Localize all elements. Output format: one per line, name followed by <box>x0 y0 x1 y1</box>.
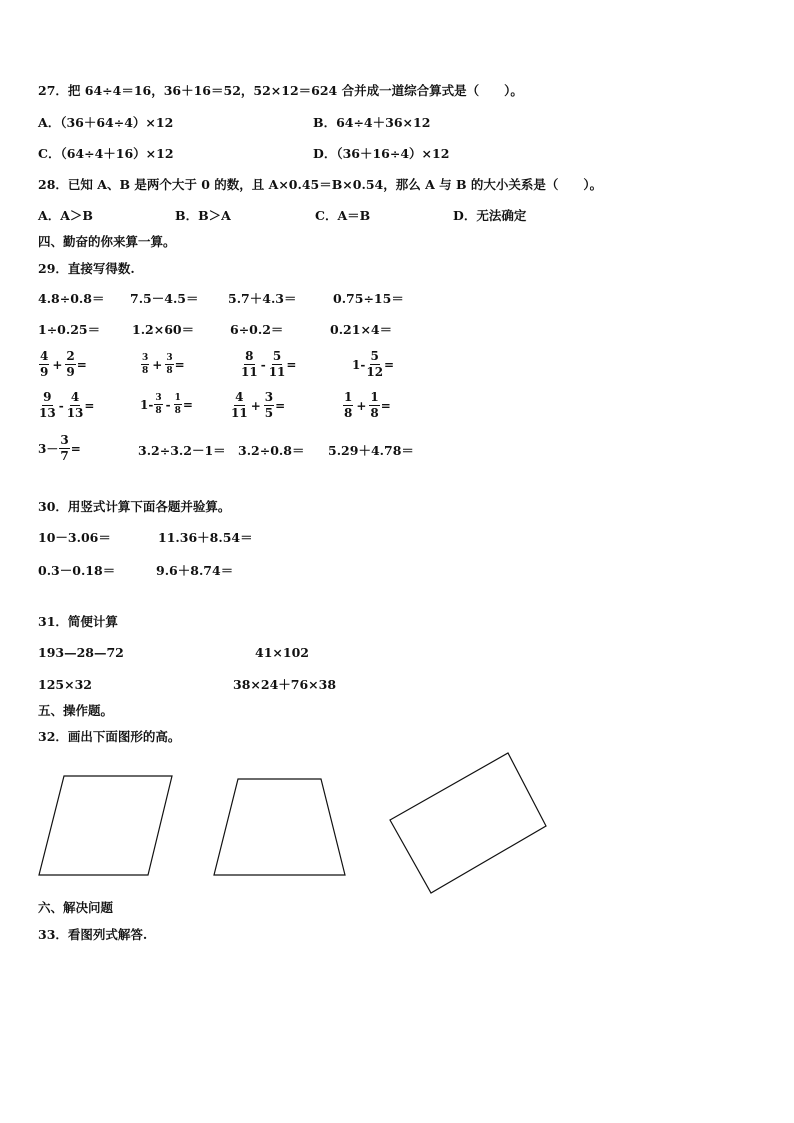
q27-option-c: C．（64÷4＋16）×12 <box>38 146 174 161</box>
q29-item: 5.7＋4.3＝ <box>228 291 297 306</box>
q29-item: 6÷0.2＝ <box>230 322 284 337</box>
q29-fraction-item: 9 13 - $\frac{4}{13}$ = <box>39 390 95 420</box>
q29-fraction-item: 1- 3 8 - $\frac{1}{8}$ = <box>140 393 193 416</box>
q29-item: 0.21×4＝ <box>330 322 393 337</box>
q31-item: 38×24＋76×38 <box>233 677 337 692</box>
q33-stem: 33．看图列式解答. <box>38 927 148 942</box>
q28-option-b: B．B＞A <box>175 208 231 223</box>
q30-item: 10－3.06＝ <box>38 530 111 545</box>
q29-fraction-item: 8 11 - $\frac{5}{11}$ = <box>241 349 297 379</box>
q29-fraction-item: 3 8 + $\frac{3}{8}$ = <box>142 353 185 376</box>
q29-fraction-item: 1 8 + $\frac{1}{8}$ = <box>344 390 391 420</box>
q29-fraction-item: 4 11 + $\frac{3}{5}$ = <box>231 390 286 420</box>
q27-stem: 27．把 64÷4＝16，36＋16＝52，52×12＝624 合并成一道综合算式是（ ）。 <box>38 83 523 98</box>
q28-option-c: C．A＝B <box>315 208 371 223</box>
q31-item: 193—28—72 <box>38 645 124 660</box>
q29-item: 1.2×60＝ <box>132 322 195 337</box>
q27-option-d: D．（36＋16÷4）×12 <box>313 146 450 161</box>
q29-item: 3.2÷0.8＝ <box>238 443 305 458</box>
q29-item: 7.5－4.5＝ <box>130 291 199 306</box>
q29-fraction-item: 4 9 + $\frac{2}{9}$ = <box>40 349 87 379</box>
q29-item: 4.8÷0.8＝ <box>38 291 105 306</box>
q32-stem: 32．画出下面图形的高。 <box>38 729 181 744</box>
q28-option-d: D．无法确定 <box>453 208 527 223</box>
q30-stem: 30．用竖式计算下面各题并验算。 <box>38 499 231 514</box>
q29-fraction-item: 3－ $\frac{3}{7}$ = <box>38 433 81 463</box>
q27-option-b: B．64÷4＋36×12 <box>313 115 431 130</box>
q27-option-a: A．（36＋64÷4）×12 <box>38 115 174 130</box>
parallelogram-figure <box>39 776 172 875</box>
section-4-heading: 四、勤奋的你来算一算。 <box>38 234 176 249</box>
q29-fraction-item: 1- $\frac{5}{12}$ = <box>352 349 395 379</box>
trapezoid-figure <box>214 779 345 875</box>
rotated-rectangle-figure <box>390 753 546 893</box>
q31-item: 41×102 <box>255 645 309 660</box>
section-5-heading: 五、操作题。 <box>38 703 114 718</box>
q30-item: 11.36＋8.54＝ <box>158 530 253 545</box>
q28-option-a: A．A＞B <box>38 208 93 223</box>
q31-stem: 31．简便计算 <box>38 614 118 629</box>
q28-stem: 28．已知 A、B 是两个大于 0 的数，且 A×0.45＝B×0.54，那么 A 与 B 的大小关系是（ ）。 <box>38 177 603 192</box>
q30-item: 9.6＋8.74＝ <box>156 563 234 578</box>
q29-item: 0.75÷15＝ <box>333 291 404 306</box>
q29-item: 3.2÷3.2－1＝ <box>138 443 226 458</box>
q29-item: 5.29＋4.78＝ <box>328 443 414 458</box>
q30-item: 0.3－0.18＝ <box>38 563 116 578</box>
q29-item: 1÷0.25＝ <box>38 322 101 337</box>
section-6-heading: 六、解决问题 <box>38 900 114 915</box>
q31-item: 125×32 <box>38 677 92 692</box>
q29-stem: 29．直接写得数. <box>38 261 135 276</box>
